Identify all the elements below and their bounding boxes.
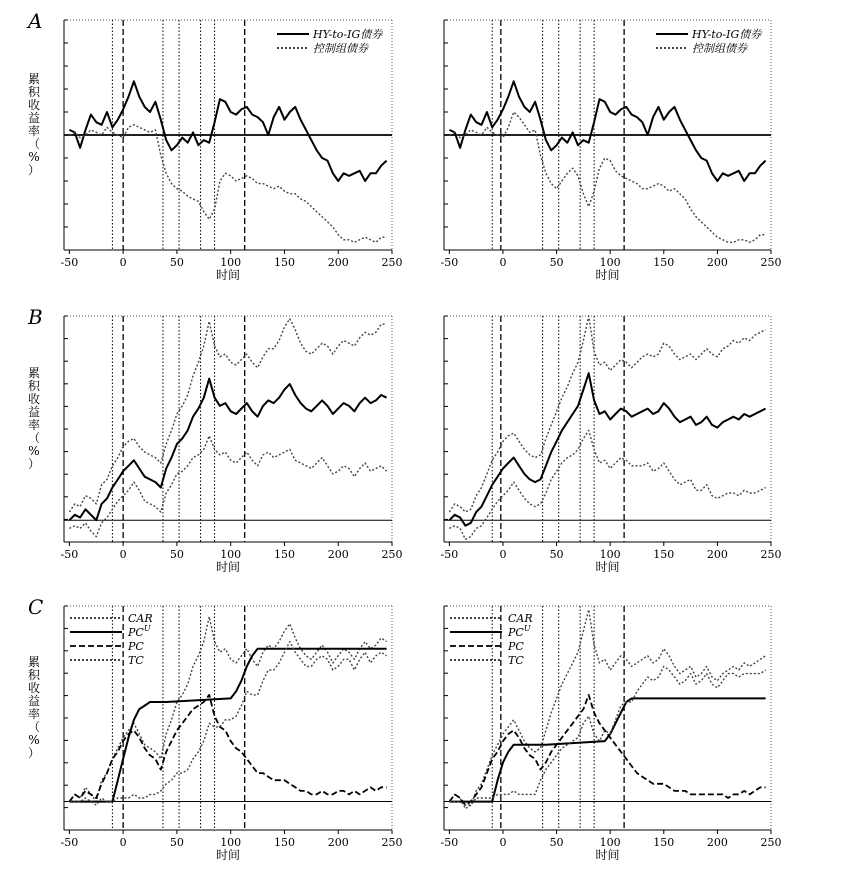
x-tick-label: 100 bbox=[220, 836, 242, 849]
y-axis-title-char: 率 bbox=[27, 707, 41, 721]
x-tick-label: 250 bbox=[760, 548, 782, 561]
x-axis-title: 时间 bbox=[215, 848, 241, 862]
x-tick-label: 50 bbox=[549, 548, 564, 561]
y-axis-title-char: % bbox=[28, 444, 40, 458]
panel-B-right bbox=[441, 316, 782, 574]
legend-superscript: U bbox=[143, 624, 151, 633]
x-axis-title: 时间 bbox=[595, 848, 620, 862]
x-tick-label: 100 bbox=[599, 256, 621, 269]
panel-C-right bbox=[441, 606, 782, 862]
legend-label: HY-to-IG债券 bbox=[313, 28, 383, 41]
y-axis-title-char: 收 bbox=[27, 98, 41, 112]
legend-label: PC bbox=[508, 640, 524, 653]
x-tick-label: 100 bbox=[599, 836, 621, 849]
x-tick-label: 0 bbox=[499, 548, 507, 561]
x-tick-label: 100 bbox=[599, 548, 621, 561]
x-tick-label: 50 bbox=[169, 548, 184, 561]
x-tick-label: 0 bbox=[119, 836, 127, 849]
x-tick-label: 200 bbox=[327, 256, 349, 269]
panel-A-left bbox=[26, 9, 403, 282]
y-axis-title-char: 积 bbox=[27, 379, 41, 393]
y-axis-title-char: （ bbox=[27, 137, 41, 151]
y-axis-title-char: （ bbox=[27, 720, 41, 734]
y-axis-title-char: 收 bbox=[27, 681, 41, 695]
series-line-0 bbox=[449, 81, 765, 181]
x-tick-label: 200 bbox=[706, 548, 728, 561]
x-tick-label: -50 bbox=[60, 836, 79, 849]
legend-label: HY-to-IG债券 bbox=[692, 28, 762, 41]
series-line-2 bbox=[449, 695, 765, 805]
y-axis-title-char: % bbox=[28, 150, 40, 164]
x-tick-label: 250 bbox=[760, 256, 782, 269]
legend-label: CAR bbox=[508, 612, 533, 625]
legend-label: TC bbox=[128, 654, 144, 667]
x-tick-label: 0 bbox=[499, 256, 507, 269]
x-tick-label: 100 bbox=[220, 256, 242, 269]
x-tick-label: 0 bbox=[119, 548, 127, 561]
panel-letter: A bbox=[28, 9, 43, 33]
series-line-0 bbox=[69, 617, 386, 802]
panel-B-left bbox=[27, 305, 403, 574]
series-line-0 bbox=[449, 610, 765, 809]
panel-letter: B bbox=[28, 305, 43, 329]
x-axis-title: 时间 bbox=[595, 268, 620, 282]
x-tick-label: 0 bbox=[119, 256, 127, 269]
x-tick-label: 250 bbox=[760, 836, 782, 849]
x-tick-label: 150 bbox=[653, 836, 675, 849]
x-tick-label: 200 bbox=[706, 256, 728, 269]
legend-superscript: U bbox=[523, 624, 531, 633]
x-tick-label: 200 bbox=[706, 836, 728, 849]
legend-label: $PC^U$ bbox=[128, 624, 151, 639]
series-line-1 bbox=[449, 112, 765, 242]
x-tick-label: -50 bbox=[440, 548, 459, 561]
x-tick-label: 250 bbox=[381, 836, 403, 849]
x-tick-label: 0 bbox=[499, 836, 507, 849]
x-tick-label: -50 bbox=[60, 548, 79, 561]
x-tick-label: 150 bbox=[653, 548, 675, 561]
x-tick-label: 250 bbox=[381, 256, 403, 269]
x-tick-label: 50 bbox=[549, 256, 564, 269]
y-axis-title-char: 累 bbox=[27, 366, 41, 380]
x-tick-label: -50 bbox=[60, 256, 79, 269]
y-axis-title-char: 益 bbox=[27, 694, 41, 708]
series-line-1 bbox=[449, 698, 765, 801]
y-axis-title-char: 累 bbox=[27, 72, 41, 86]
y-axis-title-char: 积 bbox=[27, 668, 41, 682]
x-tick-label: 50 bbox=[169, 836, 184, 849]
x-tick-label: 50 bbox=[549, 836, 564, 849]
legend-label: PC bbox=[128, 640, 144, 653]
x-tick-label: 150 bbox=[273, 836, 295, 849]
series-line-0 bbox=[69, 81, 386, 181]
y-axis-title-char: ） bbox=[27, 457, 41, 471]
series-line-1 bbox=[69, 125, 386, 243]
y-axis-title-char: 率 bbox=[27, 418, 41, 432]
x-tick-label: 150 bbox=[273, 548, 295, 561]
y-axis-title-char: 累 bbox=[27, 655, 41, 669]
y-axis-title-char: ） bbox=[27, 163, 41, 177]
x-tick-label: -50 bbox=[440, 256, 459, 269]
y-axis-title-char: 益 bbox=[27, 111, 41, 125]
x-tick-label: -50 bbox=[440, 836, 459, 849]
series-line-2 bbox=[449, 430, 765, 539]
x-tick-label: 150 bbox=[653, 256, 675, 269]
series-line-0 bbox=[69, 379, 386, 521]
y-axis-title-char: （ bbox=[27, 431, 41, 445]
x-tick-label: 100 bbox=[220, 548, 242, 561]
y-axis-title-char: 益 bbox=[27, 405, 41, 419]
panel-letter: C bbox=[28, 595, 44, 619]
legend-label: 控制组债券 bbox=[313, 42, 368, 55]
x-tick-label: 150 bbox=[273, 256, 295, 269]
x-axis-title: 时间 bbox=[215, 560, 241, 574]
legend-label: CAR bbox=[128, 612, 153, 625]
x-tick-label: 250 bbox=[381, 548, 403, 561]
x-axis-title: 时间 bbox=[215, 268, 241, 282]
series-line-2 bbox=[69, 436, 386, 537]
legend-label: TC bbox=[508, 654, 524, 667]
series-line-1 bbox=[69, 649, 386, 802]
x-axis-title: 时间 bbox=[595, 560, 620, 574]
legend-label: $PC^U$ bbox=[508, 624, 531, 639]
y-axis-title-char: 积 bbox=[27, 85, 41, 99]
x-tick-label: 50 bbox=[169, 256, 184, 269]
x-tick-label: 200 bbox=[327, 548, 349, 561]
series-line-1 bbox=[69, 319, 386, 512]
y-axis-title-char: % bbox=[28, 733, 40, 747]
x-tick-label: 200 bbox=[327, 836, 349, 849]
panel-A-right bbox=[441, 20, 782, 282]
panel-C-left bbox=[28, 595, 403, 862]
y-axis-title-char: 收 bbox=[27, 392, 41, 406]
y-axis-title-char: ） bbox=[27, 746, 41, 760]
y-axis-title-char: 率 bbox=[27, 124, 41, 138]
legend-label: 控制组债券 bbox=[692, 42, 747, 55]
